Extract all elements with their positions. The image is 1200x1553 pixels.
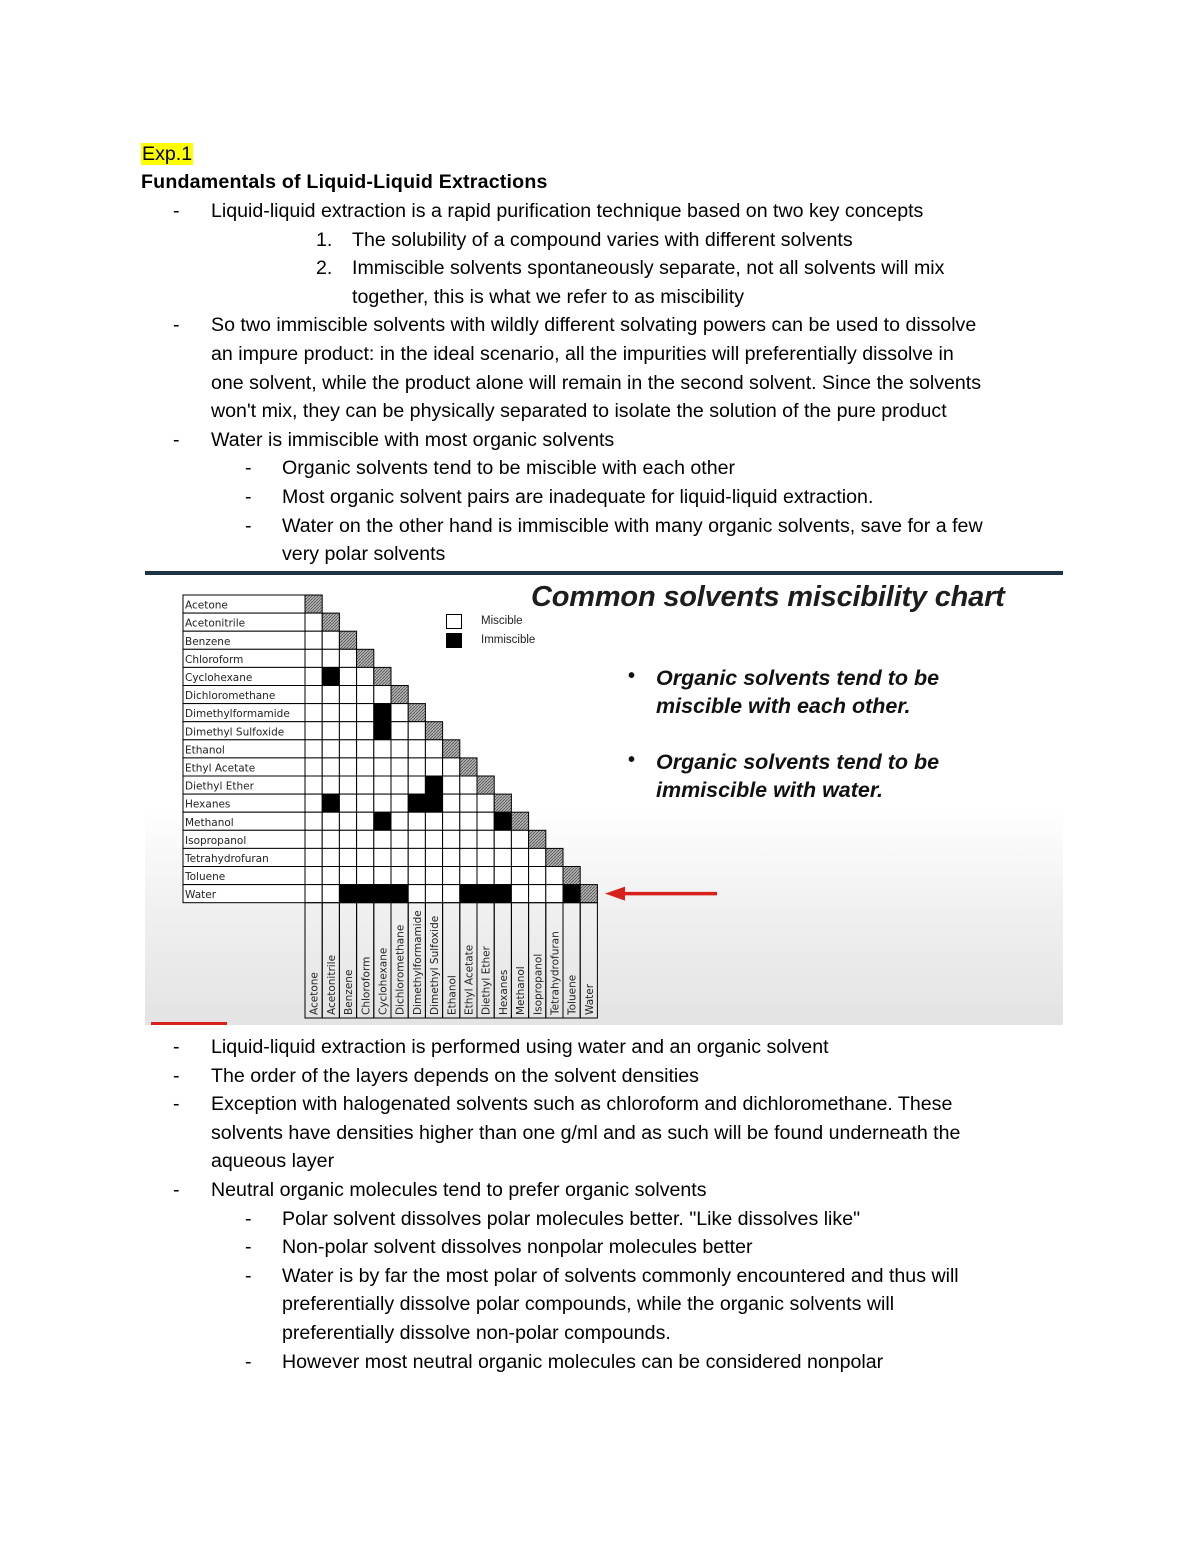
miscible-cell bbox=[357, 722, 374, 740]
row-label: Acetonitrile bbox=[185, 617, 246, 630]
miscible-cell bbox=[443, 830, 460, 848]
list-marker: - bbox=[173, 1036, 180, 1058]
miscibility-chart-figure bbox=[145, 571, 1063, 1025]
column-label: Isopropanol bbox=[532, 953, 545, 1015]
legend-immiscible-label: Immiscible bbox=[481, 634, 536, 646]
miscible-cell bbox=[357, 812, 374, 830]
miscible-cell bbox=[339, 740, 356, 758]
row-label: Dimethylformamide bbox=[185, 708, 290, 721]
miscible-cell bbox=[339, 758, 356, 776]
miscible-cell bbox=[460, 776, 477, 794]
row-label: Acetone bbox=[185, 599, 228, 612]
list-marker: - bbox=[173, 314, 180, 337]
legend-miscible-label: Miscible bbox=[481, 615, 523, 627]
miscible-cell bbox=[322, 758, 339, 776]
column-label: Ethanol bbox=[446, 975, 459, 1015]
miscible-cell bbox=[339, 667, 356, 685]
miscible-cell bbox=[408, 740, 425, 758]
column-label: Methanol bbox=[515, 966, 528, 1015]
immiscible-cell bbox=[494, 885, 511, 903]
miscible-cell bbox=[391, 776, 408, 794]
exp-label-highlight: Exp.1 bbox=[142, 143, 193, 165]
miscible-cell bbox=[494, 830, 511, 848]
column-label: Acetone bbox=[308, 972, 321, 1015]
miscible-cell bbox=[443, 848, 460, 866]
miscible-cell bbox=[443, 776, 460, 794]
miscible-cell bbox=[339, 704, 356, 722]
miscible-cell bbox=[357, 794, 374, 812]
miscible-cell bbox=[546, 885, 563, 903]
list-marker: - bbox=[173, 1064, 180, 1087]
immiscible-cell bbox=[563, 885, 580, 903]
miscible-cell bbox=[339, 686, 356, 704]
column-label: Ethyl Acetate bbox=[463, 944, 476, 1015]
list-marker: - bbox=[245, 486, 252, 508]
diagonal-cell bbox=[339, 631, 356, 649]
list-item-text: Organic solvents tend to be miscible with each other bbox=[282, 457, 736, 480]
miscible-cell bbox=[374, 867, 391, 885]
miscible-cell bbox=[305, 667, 322, 685]
list-item-text: preferentially dissolve non-polar compounds. bbox=[282, 1322, 671, 1344]
miscible-cell bbox=[477, 794, 494, 812]
miscible-cell bbox=[305, 812, 322, 830]
miscible-cell bbox=[460, 794, 477, 812]
miscible-cell bbox=[374, 776, 391, 794]
miscible-cell bbox=[322, 649, 339, 667]
row-label: Chloroform bbox=[185, 653, 244, 666]
miscible-cell bbox=[425, 848, 442, 866]
miscible-cell bbox=[305, 830, 322, 848]
immiscible-cell bbox=[357, 885, 374, 903]
diagonal-cell bbox=[563, 867, 580, 885]
figure-bullet-dot-2: • bbox=[628, 749, 636, 771]
miscible-cell bbox=[374, 740, 391, 758]
list-item-text: The solubility of a compound varies with different solvents bbox=[352, 228, 853, 251]
miscible-cell bbox=[425, 830, 442, 848]
column-label: Diethyl Ether bbox=[480, 946, 493, 1015]
list-marker: - bbox=[173, 200, 180, 222]
list-marker: - bbox=[173, 428, 180, 451]
diagonal-cell bbox=[443, 740, 460, 758]
miscible-cell bbox=[408, 867, 425, 885]
miscible-cell bbox=[305, 758, 322, 776]
miscible-cell bbox=[305, 686, 322, 704]
figure-bullet-2: Organic solvents tend to be immiscible with water. bbox=[656, 750, 940, 802]
miscible-cell bbox=[408, 758, 425, 776]
diagonal-cell bbox=[580, 885, 597, 903]
row-label: Ethyl Acetate bbox=[185, 762, 256, 775]
miscible-cell bbox=[529, 848, 546, 866]
miscible-cell bbox=[374, 794, 391, 812]
row-label: Benzene bbox=[185, 635, 231, 648]
list-item-text: together, this is what we refer to as miscibility bbox=[352, 285, 745, 308]
miscible-cell bbox=[357, 776, 374, 794]
miscible-cell bbox=[494, 848, 511, 866]
miscible-cell bbox=[391, 722, 408, 740]
miscible-cell bbox=[477, 830, 494, 848]
miscible-cell bbox=[425, 812, 442, 830]
miscible-cell bbox=[546, 867, 563, 885]
row-label: Isopropanol bbox=[185, 834, 247, 847]
list-item-text: Exception with halogenated solvents such as chloroform and dichloromethane. These bbox=[211, 1093, 953, 1116]
list-marker: - bbox=[173, 1093, 180, 1116]
miscible-cell bbox=[374, 830, 391, 848]
exp-label bbox=[141, 140, 193, 168]
miscible-cell bbox=[477, 812, 494, 830]
column-label: Acetonitrile bbox=[325, 954, 338, 1015]
list-marker: - bbox=[173, 1179, 180, 1201]
miscible-cell bbox=[443, 867, 460, 885]
miscible-cell bbox=[425, 885, 442, 903]
row-label: Diethyl Ether bbox=[185, 780, 254, 793]
list-marker: 2. bbox=[316, 257, 333, 280]
miscible-cell bbox=[305, 885, 322, 903]
column-label: Chloroform bbox=[360, 956, 373, 1015]
miscible-cell bbox=[305, 776, 322, 794]
list-item-text: aqueous layer bbox=[211, 1150, 335, 1173]
column-label: Hexanes bbox=[497, 969, 510, 1015]
list-item-text: Immiscible solvents spontaneously separate, not all solvents will mix bbox=[352, 257, 945, 280]
miscible-cell bbox=[339, 722, 356, 740]
immiscible-cell bbox=[322, 794, 339, 812]
immiscible-cell bbox=[494, 812, 511, 830]
miscible-cell bbox=[339, 867, 356, 885]
column-label: Toluene bbox=[566, 974, 579, 1015]
miscible-cell bbox=[460, 812, 477, 830]
list-item-text: Non-polar solvent dissolves nonpolar molecules better bbox=[282, 1236, 753, 1259]
list-item-text: Polar solvent dissolves polar molecules better. "Like dissolves like" bbox=[282, 1207, 861, 1230]
row-label: Dichloromethane bbox=[185, 690, 276, 703]
miscible-cell bbox=[391, 758, 408, 776]
list-marker: - bbox=[245, 1207, 252, 1230]
row-label: Ethanol bbox=[185, 744, 225, 757]
miscible-cell bbox=[408, 722, 425, 740]
immiscible-cell bbox=[460, 885, 477, 903]
miscible-cell bbox=[494, 867, 511, 885]
miscible-cell bbox=[529, 885, 546, 903]
column-label: Dimethyl Sulfoxide bbox=[429, 915, 442, 1015]
miscible-cell bbox=[339, 848, 356, 866]
figure-title: Common solvents miscibility chart bbox=[531, 581, 1005, 613]
list-item-text: an impure product: in the ideal scenario, all the impurities will preferentially dissolve in bbox=[211, 343, 954, 365]
miscible-cell bbox=[391, 830, 408, 848]
miscible-cell bbox=[425, 758, 442, 776]
miscible-cell bbox=[322, 867, 339, 885]
miscible-cell bbox=[511, 848, 528, 866]
miscible-cell bbox=[305, 740, 322, 758]
miscible-cell bbox=[357, 667, 374, 685]
row-label: Cyclohexane bbox=[185, 672, 253, 684]
miscible-cell bbox=[408, 776, 425, 794]
row-label: Tetrahydrofuran bbox=[185, 853, 269, 865]
list-item-text: very polar solvents bbox=[282, 543, 446, 566]
figure-bullet-dot-1: • bbox=[628, 665, 636, 687]
diagonal-cell bbox=[494, 794, 511, 812]
miscible-cell bbox=[357, 686, 374, 704]
column-label: Tetrahydrofuran bbox=[549, 931, 562, 1015]
list-marker: - bbox=[245, 457, 252, 480]
miscible-cell bbox=[322, 740, 339, 758]
diagonal-cell bbox=[322, 613, 339, 631]
miscible-cell bbox=[357, 704, 374, 722]
miscible-cell bbox=[511, 867, 528, 885]
miscible-cell bbox=[339, 649, 356, 667]
immiscible-cell bbox=[374, 704, 391, 722]
miscible-cell bbox=[339, 794, 356, 812]
miscible-cell bbox=[305, 649, 322, 667]
immiscible-cell bbox=[374, 812, 391, 830]
miscible-cell bbox=[374, 686, 391, 704]
immiscible-cell bbox=[477, 885, 494, 903]
miscible-cell bbox=[391, 812, 408, 830]
miscible-cell bbox=[322, 776, 339, 794]
miscible-cell bbox=[460, 848, 477, 866]
list-item-text: So two immiscible solvents with wildly different solvating powers can be used to dissolve bbox=[211, 314, 977, 337]
arrow-head-icon bbox=[605, 887, 625, 901]
miscible-cell bbox=[443, 812, 460, 830]
immiscible-cell bbox=[374, 885, 391, 903]
figure-bullet-1: Organic solvents tend to be miscible with each other. bbox=[656, 666, 940, 718]
miscible-cell bbox=[357, 867, 374, 885]
miscible-cell bbox=[305, 722, 322, 740]
miscible-cell bbox=[322, 704, 339, 722]
list-marker: - bbox=[245, 1236, 252, 1259]
diagonal-cell bbox=[408, 704, 425, 722]
miscible-cell bbox=[357, 848, 374, 866]
row-label: Water bbox=[185, 889, 217, 902]
miscible-cell bbox=[511, 885, 528, 903]
miscible-cell bbox=[374, 848, 391, 866]
miscible-cell bbox=[460, 867, 477, 885]
miscible-cell bbox=[322, 686, 339, 704]
miscible-cell bbox=[391, 740, 408, 758]
immiscible-cell bbox=[391, 885, 408, 903]
miscible-cell bbox=[408, 885, 425, 903]
list-item-text: However most neutral organic molecules can be considered nonpolar bbox=[282, 1350, 884, 1373]
miscible-cell bbox=[391, 867, 408, 885]
immiscible-cell bbox=[408, 794, 425, 812]
miscible-cell bbox=[460, 830, 477, 848]
miscible-cell bbox=[511, 830, 528, 848]
list-item-text: won't mix, they can be physically separated to isolate the solution of the pure product bbox=[211, 400, 947, 423]
miscible-cell bbox=[339, 830, 356, 848]
row-label: Dimethyl Sulfoxide bbox=[185, 726, 285, 739]
diagonal-cell bbox=[391, 686, 408, 704]
miscible-cell bbox=[425, 867, 442, 885]
miscible-cell bbox=[391, 794, 408, 812]
list-item-text: Liquid-liquid extraction is a rapid purification technique based on two key concepts bbox=[211, 200, 924, 222]
column-label: Water bbox=[583, 983, 596, 1015]
list-marker: - bbox=[245, 514, 252, 537]
miscible-cell bbox=[305, 631, 322, 649]
miscible-cell bbox=[339, 812, 356, 830]
diagonal-cell bbox=[460, 758, 477, 776]
miscible-cell bbox=[357, 740, 374, 758]
diagonal-cell bbox=[357, 649, 374, 667]
diagonal-cell bbox=[529, 830, 546, 848]
list-item-text: Water on the other hand is immiscible with many organic solvents, save for a few bbox=[282, 514, 983, 537]
list-item-text: solvents have densities higher than one g/ml and as such will be found underneath the bbox=[211, 1121, 961, 1144]
list-item-text: Most organic solvent pairs are inadequate for liquid-liquid extraction. bbox=[282, 486, 874, 508]
miscible-cell bbox=[357, 758, 374, 776]
diagonal-cell bbox=[425, 722, 442, 740]
row-label: Toluene bbox=[185, 871, 226, 884]
diagonal-cell bbox=[374, 667, 391, 685]
row-label: Methanol bbox=[185, 816, 234, 829]
diagonal-cell bbox=[305, 595, 322, 613]
list-item-text: Neutral organic molecules tend to prefer organic solvents bbox=[211, 1179, 707, 1201]
miscible-cell bbox=[305, 704, 322, 722]
list-item-text: Water is immiscible with most organic solvents bbox=[211, 428, 615, 451]
diagonal-cell bbox=[511, 812, 528, 830]
miscible-cell bbox=[408, 812, 425, 830]
column-label: Dimethylformamide bbox=[411, 910, 424, 1015]
miscible-cell bbox=[425, 740, 442, 758]
column-label: Dichloromethane bbox=[394, 924, 407, 1015]
section-heading: Fundamentals of Liquid-Liquid Extractions bbox=[141, 171, 548, 193]
miscible-cell bbox=[322, 848, 339, 866]
miscible-cell bbox=[322, 722, 339, 740]
list-item-text: preferentially dissolve polar compounds, while the organic solvents will bbox=[282, 1293, 895, 1316]
list-marker: - bbox=[245, 1350, 252, 1373]
list-item-text: one solvent, while the product alone will remain in the second solvent. Since the solvents bbox=[211, 371, 982, 394]
diagonal-cell bbox=[477, 776, 494, 794]
miscibility-matrix bbox=[145, 571, 1063, 1025]
immiscible-cell bbox=[374, 722, 391, 740]
miscible-cell bbox=[408, 830, 425, 848]
list-item-text: Water is by far the most polar of solvents commonly encountered and thus will bbox=[282, 1264, 959, 1287]
miscible-cell bbox=[305, 794, 322, 812]
figure-red-mark bbox=[151, 1022, 227, 1025]
miscible-cell bbox=[443, 794, 460, 812]
miscible-cell bbox=[391, 848, 408, 866]
immiscible-cell bbox=[339, 885, 356, 903]
miscible-cell bbox=[322, 631, 339, 649]
miscible-cell bbox=[443, 885, 460, 903]
miscible-cell bbox=[357, 830, 374, 848]
miscible-cell bbox=[443, 758, 460, 776]
list-marker: - bbox=[245, 1264, 252, 1287]
immiscible-cell bbox=[425, 794, 442, 812]
miscible-cell bbox=[305, 848, 322, 866]
miscible-cell bbox=[305, 867, 322, 885]
miscible-cell bbox=[477, 867, 494, 885]
miscible-cell bbox=[374, 758, 391, 776]
miscible-cell bbox=[322, 812, 339, 830]
list-item-text: The order of the layers depends on the solvent densities bbox=[211, 1064, 699, 1087]
miscible-cell bbox=[529, 867, 546, 885]
miscible-cell bbox=[339, 776, 356, 794]
column-label: Benzene bbox=[343, 969, 356, 1015]
miscible-cell bbox=[322, 830, 339, 848]
list-marker: 1. bbox=[316, 228, 333, 251]
miscible-cell bbox=[305, 613, 322, 631]
diagonal-cell bbox=[546, 848, 563, 866]
miscible-cell bbox=[408, 848, 425, 866]
miscible-cell bbox=[322, 885, 339, 903]
row-label: Hexanes bbox=[185, 798, 231, 811]
miscible-cell bbox=[391, 704, 408, 722]
miscible-cell bbox=[477, 848, 494, 866]
immiscible-cell bbox=[425, 776, 442, 794]
immiscible-cell bbox=[322, 667, 339, 685]
column-label: Cyclohexane bbox=[377, 947, 390, 1015]
list-item-text: Liquid-liquid extraction is performed using water and an organic solvent bbox=[211, 1036, 829, 1058]
